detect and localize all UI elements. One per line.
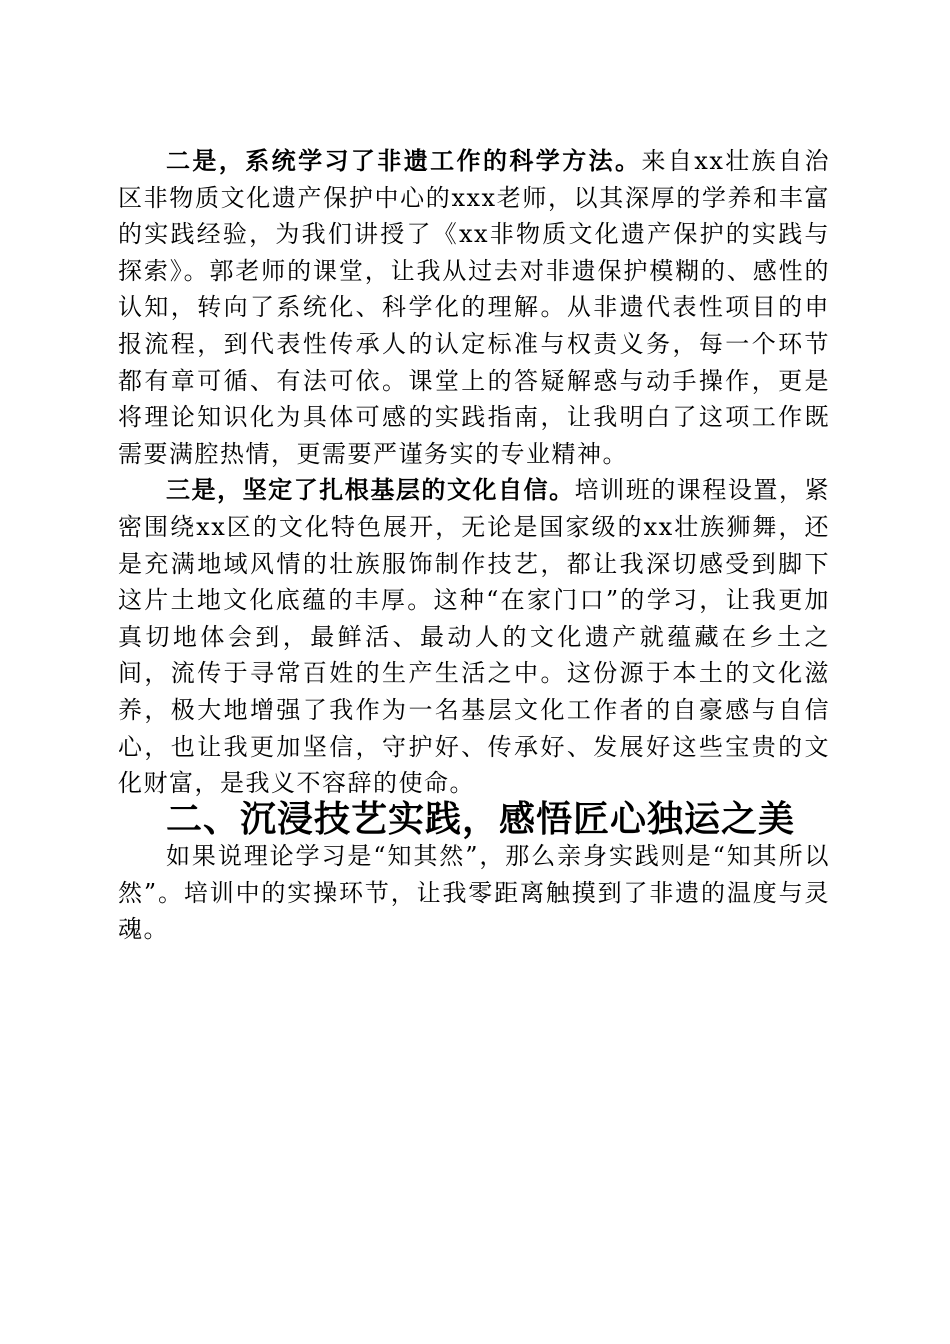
paragraph-lead: 三是，坚定了扎根基层的文化自信。: [166, 475, 575, 505]
paragraph-confidence: [118, 472, 830, 801]
paragraph-practice: 如果说理论学习是“知其然”，那么亲身实践则是“知其所以然”。培训中的实操环节，让我零距离触摸到了非遗的温度与灵魂。: [118, 842, 830, 944]
paragraph-body: 来自xx壮族自治区非物质文化遗产保护中心的xxx老师，以其深厚的学养和丰富的实践经验，为我们讲授了《xx非物质文化遗产保护的实践与探索》。郭老师的课堂，让我从过去对非遗保护模糊的、感性的认知，转向了系统化、科学化的理解。从非遗代表性项目的申报流程，到代表性传承人的认定标准与权责义务，每一个环节都有章可循、有法可依。课堂上的答疑解惑与动手操作，更是将理论知识化为具体可感的实践指南，让我明白了这项工作既需要满腔热情，更需要严谨务实的专业精神。: [118, 147, 831, 468]
section-heading: 二、沉浸技艺实践，感悟匠心独运之美: [166, 798, 796, 840]
document-page: [118, 143, 830, 948]
paragraph-lead: 二是，系统学习了非遗工作的科学方法。: [166, 146, 642, 175]
paragraph-methods: [118, 143, 830, 472]
paragraph-body: 培训班的课程设置，紧密围绕xx区的文化特色展开，无论是国家级的xx壮族狮舞，还是充满地域风情的壮族服饰制作技艺，都让我深切感受到脚下这片土地文化底蕴的丰厚。这种“在家门口”的学习，让我更加真切地体会到，最鲜活、最动人的文化遗产就蕴藏在乡土之间，流传于寻常百姓的生产生活之中。这份源于本土的文化滋养，极大地增强了我作为一名基层文化工作者的自豪感与自信心，也让我更加坚信，守护好、传承好、发展好这些宝贵的文化财富，是我义不容辞的使命。: [118, 476, 830, 798]
